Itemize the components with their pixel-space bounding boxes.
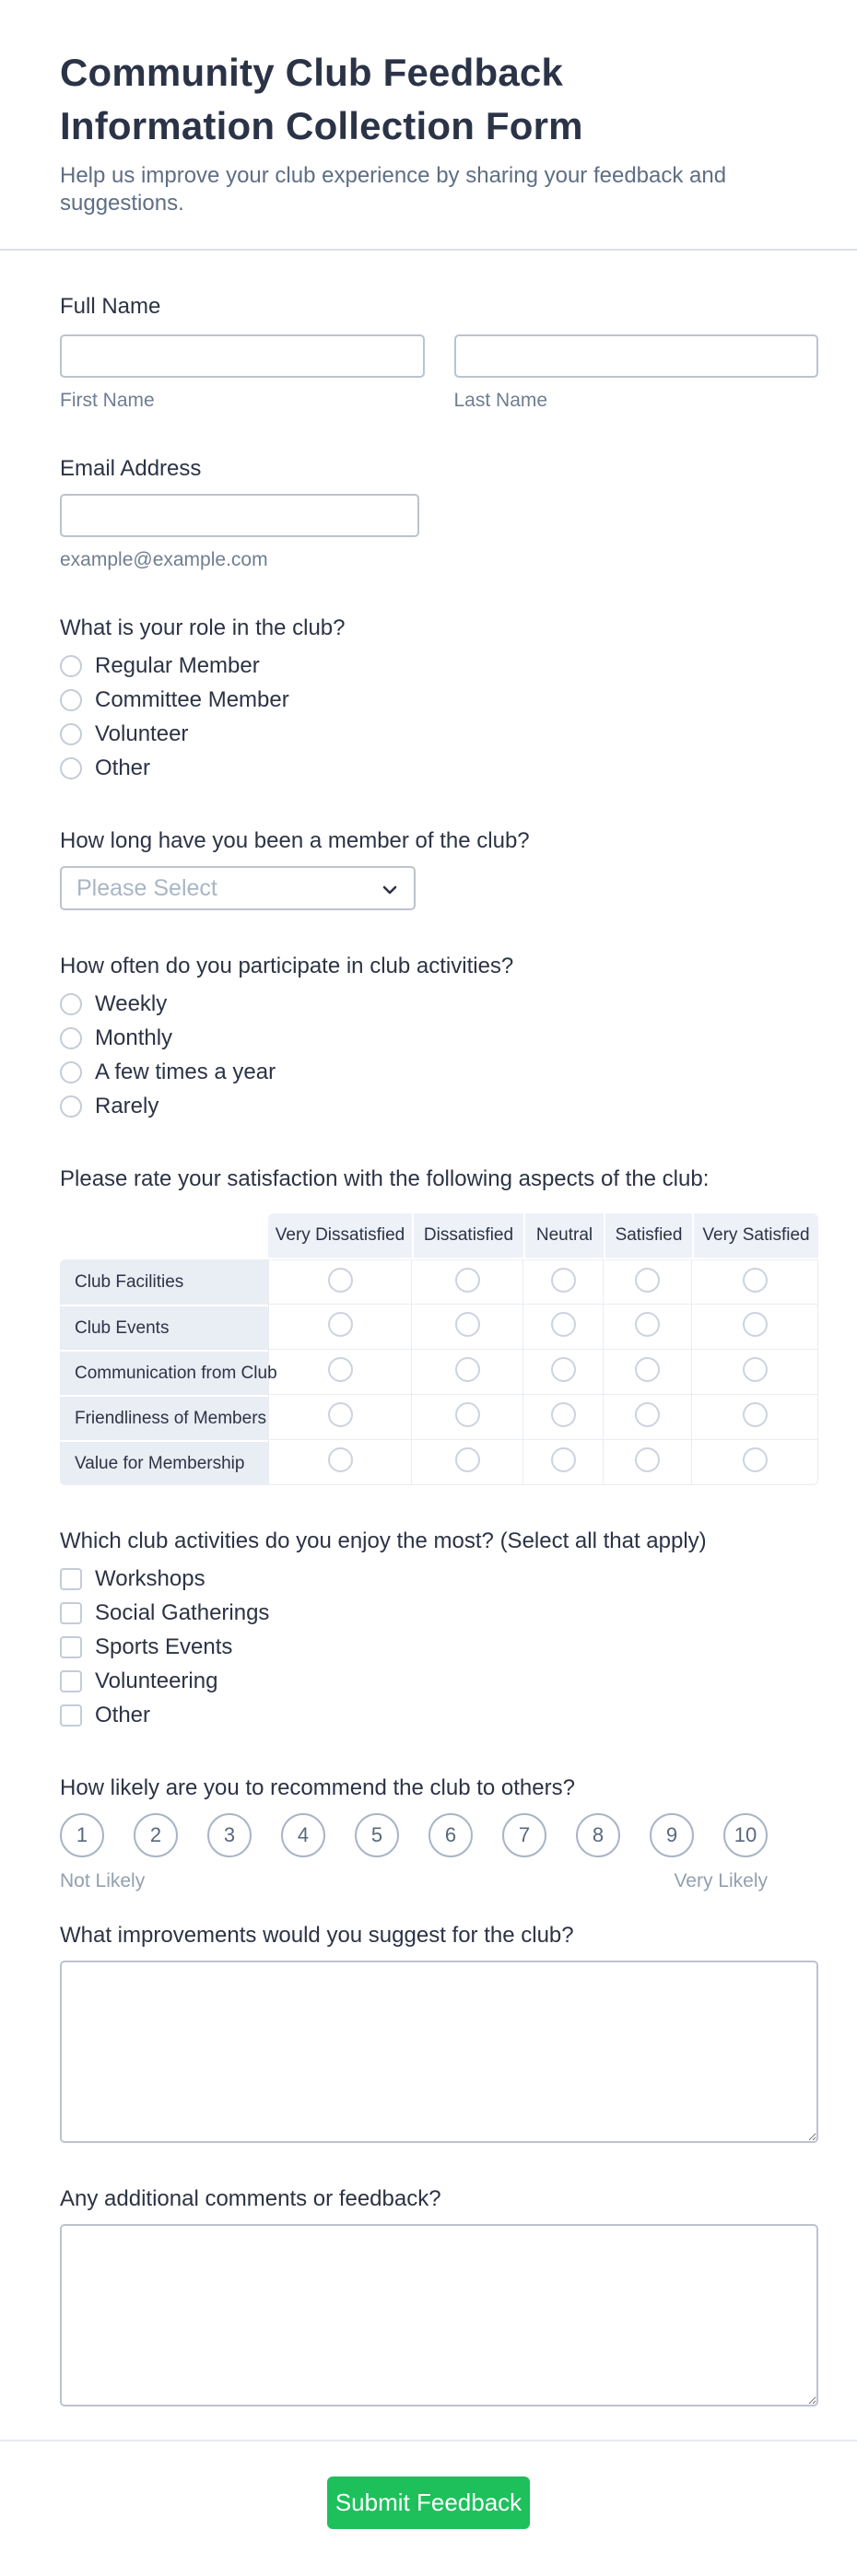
question-participation	[60, 953, 818, 1123]
radio-icon[interactable]	[60, 1061, 82, 1083]
chevron-down-icon	[381, 881, 399, 899]
matrix-radio-icon[interactable]	[455, 1312, 480, 1337]
matrix-radio-icon[interactable]	[743, 1402, 768, 1427]
activities-option-volunteering[interactable]	[60, 1664, 818, 1698]
satisfaction-matrix	[60, 1213, 818, 1485]
participation-option-label: Rarely	[95, 1093, 159, 1118]
matrix-cell[interactable]	[268, 1395, 412, 1440]
matrix-cell[interactable]	[268, 1305, 412, 1350]
matrix-col-header: Neutral	[523, 1213, 604, 1259]
matrix-radio-icon[interactable]	[551, 1268, 576, 1293]
recommend-scale	[60, 1813, 768, 1857]
activities-option-workshops[interactable]	[60, 1562, 818, 1596]
membership-length-label: How long have you been a member of the club?	[60, 828, 530, 853]
checkbox-icon[interactable]	[60, 1602, 82, 1624]
matrix-radio-icon[interactable]	[743, 1447, 768, 1472]
question-improvements	[60, 1922, 818, 2143]
form-footer	[0, 2440, 857, 2576]
form-body	[0, 293, 857, 2406]
scale-option-10[interactable]: 10	[723, 1813, 768, 1857]
matrix-cell[interactable]	[412, 1440, 523, 1485]
email-label: Email Address	[60, 456, 202, 481]
participation-option-label: A few times a year	[95, 1059, 276, 1084]
first-name-input[interactable]	[60, 334, 425, 378]
matrix-radio-icon[interactable]	[551, 1357, 576, 1382]
activities-option-other[interactable]	[60, 1698, 818, 1732]
matrix-radio-icon[interactable]	[551, 1447, 576, 1472]
recommend-scale-end-labels	[60, 1870, 768, 1892]
comments-label: Any additional comments or feedback?	[60, 2186, 441, 2211]
matrix-radio-icon[interactable]	[328, 1402, 353, 1427]
scale-option-2[interactable]: 2	[134, 1813, 178, 1857]
activities-option-sports-events[interactable]	[60, 1630, 818, 1664]
first-name-sublabel: First Name	[60, 390, 155, 411]
first-name-col	[60, 334, 425, 413]
matrix-row-club-facilities	[60, 1259, 818, 1305]
matrix-row-label: Club Facilities	[60, 1259, 268, 1305]
checkbox-icon[interactable]	[60, 1704, 82, 1727]
matrix-radio-icon[interactable]	[328, 1312, 353, 1337]
matrix-radio-icon[interactable]	[743, 1268, 768, 1293]
activities-option-social-gatherings[interactable]	[60, 1596, 818, 1630]
improvements-textarea[interactable]	[60, 1961, 818, 2143]
matrix-row-club-events	[60, 1305, 818, 1350]
matrix-cell[interactable]	[604, 1350, 692, 1395]
radio-icon[interactable]	[60, 1095, 82, 1118]
role-option-committee-member[interactable]	[60, 683, 818, 717]
scale-option-5[interactable]: 5	[355, 1813, 399, 1857]
matrix-row-friendliness	[60, 1395, 818, 1440]
matrix-corner	[60, 1213, 268, 1259]
question-role	[60, 615, 818, 785]
matrix-row-communication	[60, 1350, 818, 1395]
matrix-radio-icon[interactable]	[551, 1402, 576, 1427]
question-satisfaction	[60, 1165, 818, 1485]
recommend-label: How likely are you to recommend the club to others?	[60, 1775, 575, 1800]
participation-label: How often do you participate in club activities?	[60, 954, 514, 978]
role-option-label: Regular Member	[95, 652, 260, 678]
matrix-radio-icon[interactable]	[635, 1447, 660, 1472]
matrix-radio-icon[interactable]	[328, 1447, 353, 1472]
activities-label: Which club activities do you enjoy the most? (Select all that apply)	[60, 1528, 707, 1553]
form-subtitle: Help us improve your club experience by sharing your feedback and suggestions.	[60, 163, 727, 216]
matrix-col-header: Satisfied	[604, 1213, 692, 1259]
matrix-radio-icon[interactable]	[635, 1402, 660, 1427]
matrix-cell[interactable]	[692, 1259, 818, 1305]
activities-option-label: Volunteering	[95, 1668, 218, 1693]
matrix-col-header: Dissatisfied	[412, 1213, 523, 1259]
participation-option-few-times[interactable]	[60, 1055, 818, 1089]
matrix-cell[interactable]	[604, 1305, 692, 1350]
checkbox-icon[interactable]	[60, 1670, 82, 1692]
matrix-cell[interactable]	[604, 1259, 692, 1305]
scale-option-6[interactable]: 6	[428, 1813, 473, 1857]
checkbox-icon[interactable]	[60, 1568, 82, 1590]
participation-option-label: Weekly	[95, 990, 168, 1016]
comments-textarea[interactable]	[60, 2224, 818, 2406]
email-hint: example@example.com	[60, 549, 268, 570]
radio-icon[interactable]	[60, 723, 82, 745]
radio-icon[interactable]	[60, 757, 82, 779]
last-name-col	[454, 334, 819, 413]
matrix-cell[interactable]	[412, 1395, 523, 1440]
matrix-radio-icon[interactable]	[743, 1312, 768, 1337]
matrix-cell[interactable]	[412, 1259, 523, 1305]
matrix-radio-icon[interactable]	[455, 1268, 480, 1293]
matrix-cell[interactable]	[604, 1440, 692, 1485]
question-email	[60, 455, 818, 572]
activities-options	[60, 1562, 818, 1732]
activities-option-label: Workshops	[95, 1565, 205, 1591]
matrix-cell[interactable]	[523, 1350, 604, 1395]
matrix-row-label: Friendliness of Members	[60, 1395, 268, 1440]
satisfaction-label: Please rate your satisfaction with the following aspects of the club:	[60, 1166, 710, 1191]
matrix-radio-icon[interactable]	[551, 1312, 576, 1337]
question-comments	[60, 2185, 818, 2406]
scale-min-label: Not Likely	[60, 1870, 146, 1891]
scale-option-7[interactable]: 7	[502, 1813, 546, 1857]
form-header	[0, 0, 857, 251]
radio-icon[interactable]	[60, 1027, 82, 1049]
last-name-sublabel: Last Name	[453, 390, 548, 411]
email-input[interactable]	[60, 494, 419, 537]
select-placeholder: Please Select	[76, 874, 217, 901]
matrix-cell[interactable]	[412, 1350, 523, 1395]
matrix-cell[interactable]	[604, 1395, 692, 1440]
matrix-cell[interactable]	[692, 1440, 818, 1485]
full-name-label: Full Name	[60, 294, 161, 319]
matrix-cell[interactable]	[692, 1305, 818, 1350]
participation-option-label: Monthly	[95, 1025, 173, 1050]
matrix-radio-icon[interactable]	[635, 1357, 660, 1382]
question-activities	[60, 1528, 818, 1732]
question-recommend	[60, 1774, 818, 1892]
matrix-cell[interactable]	[692, 1350, 818, 1395]
scale-option-1[interactable]: 1	[60, 1813, 104, 1857]
matrix-cell[interactable]	[268, 1259, 412, 1305]
scale-option-3[interactable]: 3	[207, 1813, 252, 1857]
matrix-cell[interactable]	[268, 1440, 412, 1485]
matrix-cell[interactable]	[692, 1395, 818, 1440]
matrix-cell[interactable]	[412, 1305, 523, 1350]
role-label: What is your role in the club?	[60, 615, 346, 640]
matrix-radio-icon[interactable]	[635, 1268, 660, 1293]
participation-option-rarely[interactable]	[60, 1089, 818, 1123]
matrix-cell[interactable]	[523, 1440, 604, 1485]
radio-icon[interactable]	[60, 655, 82, 677]
participation-option-monthly[interactable]	[60, 1021, 818, 1055]
role-option-other[interactable]	[60, 751, 818, 785]
matrix-row-label: Club Events	[60, 1305, 268, 1350]
matrix-radio-icon[interactable]	[328, 1357, 353, 1382]
matrix-row-label: Communication from Club	[60, 1350, 268, 1395]
matrix-cell[interactable]	[523, 1395, 604, 1440]
checkbox-icon[interactable]	[60, 1636, 82, 1658]
matrix-col-header: Very Satisfied	[692, 1213, 818, 1259]
matrix-row-value	[60, 1440, 818, 1485]
matrix-header-row	[60, 1213, 818, 1259]
scale-option-4[interactable]: 4	[281, 1813, 325, 1857]
participation-option-weekly[interactable]	[60, 987, 818, 1021]
matrix-radio-icon[interactable]	[635, 1312, 660, 1337]
participation-options	[60, 987, 818, 1123]
role-option-label: Other	[95, 755, 151, 780]
activities-option-label: Sports Events	[95, 1633, 233, 1659]
membership-length-select[interactable]	[60, 866, 416, 910]
matrix-row-label: Value for Membership	[60, 1440, 268, 1485]
role-option-regular-member[interactable]	[60, 649, 818, 683]
matrix-radio-icon[interactable]	[455, 1357, 480, 1382]
matrix-cell[interactable]	[523, 1259, 604, 1305]
radio-icon[interactable]	[60, 689, 82, 711]
matrix-radio-icon[interactable]	[455, 1447, 480, 1472]
form-title: Community Club Feedback Information Collection Form	[60, 51, 583, 147]
role-option-volunteer[interactable]	[60, 717, 818, 751]
scale-option-9[interactable]: 9	[650, 1813, 694, 1857]
radio-icon[interactable]	[60, 993, 82, 1015]
activities-option-label: Social Gatherings	[95, 1599, 270, 1625]
matrix-cell[interactable]	[523, 1305, 604, 1350]
question-full-name	[60, 293, 818, 413]
scale-option-8[interactable]: 8	[576, 1813, 620, 1857]
email-col	[60, 494, 419, 572]
scale-max-label: Very Likely	[674, 1870, 768, 1891]
matrix-cell[interactable]	[268, 1350, 412, 1395]
improvements-label: What improvements would you suggest for the club?	[60, 1923, 574, 1948]
last-name-input[interactable]	[454, 334, 819, 378]
submit-feedback-button[interactable]: Submit Feedback	[327, 2476, 530, 2529]
full-name-row	[60, 334, 818, 413]
activities-option-label: Other	[95, 1702, 151, 1727]
role-option-label: Committee Member	[95, 686, 289, 712]
question-membership-length	[60, 827, 818, 910]
matrix-col-header: Very Dissatisfied	[268, 1213, 412, 1259]
matrix-radio-icon[interactable]	[328, 1268, 353, 1293]
matrix-radio-icon[interactable]	[743, 1357, 768, 1382]
role-option-label: Volunteer	[95, 720, 189, 746]
matrix-radio-icon[interactable]	[455, 1402, 480, 1427]
role-options	[60, 649, 818, 785]
